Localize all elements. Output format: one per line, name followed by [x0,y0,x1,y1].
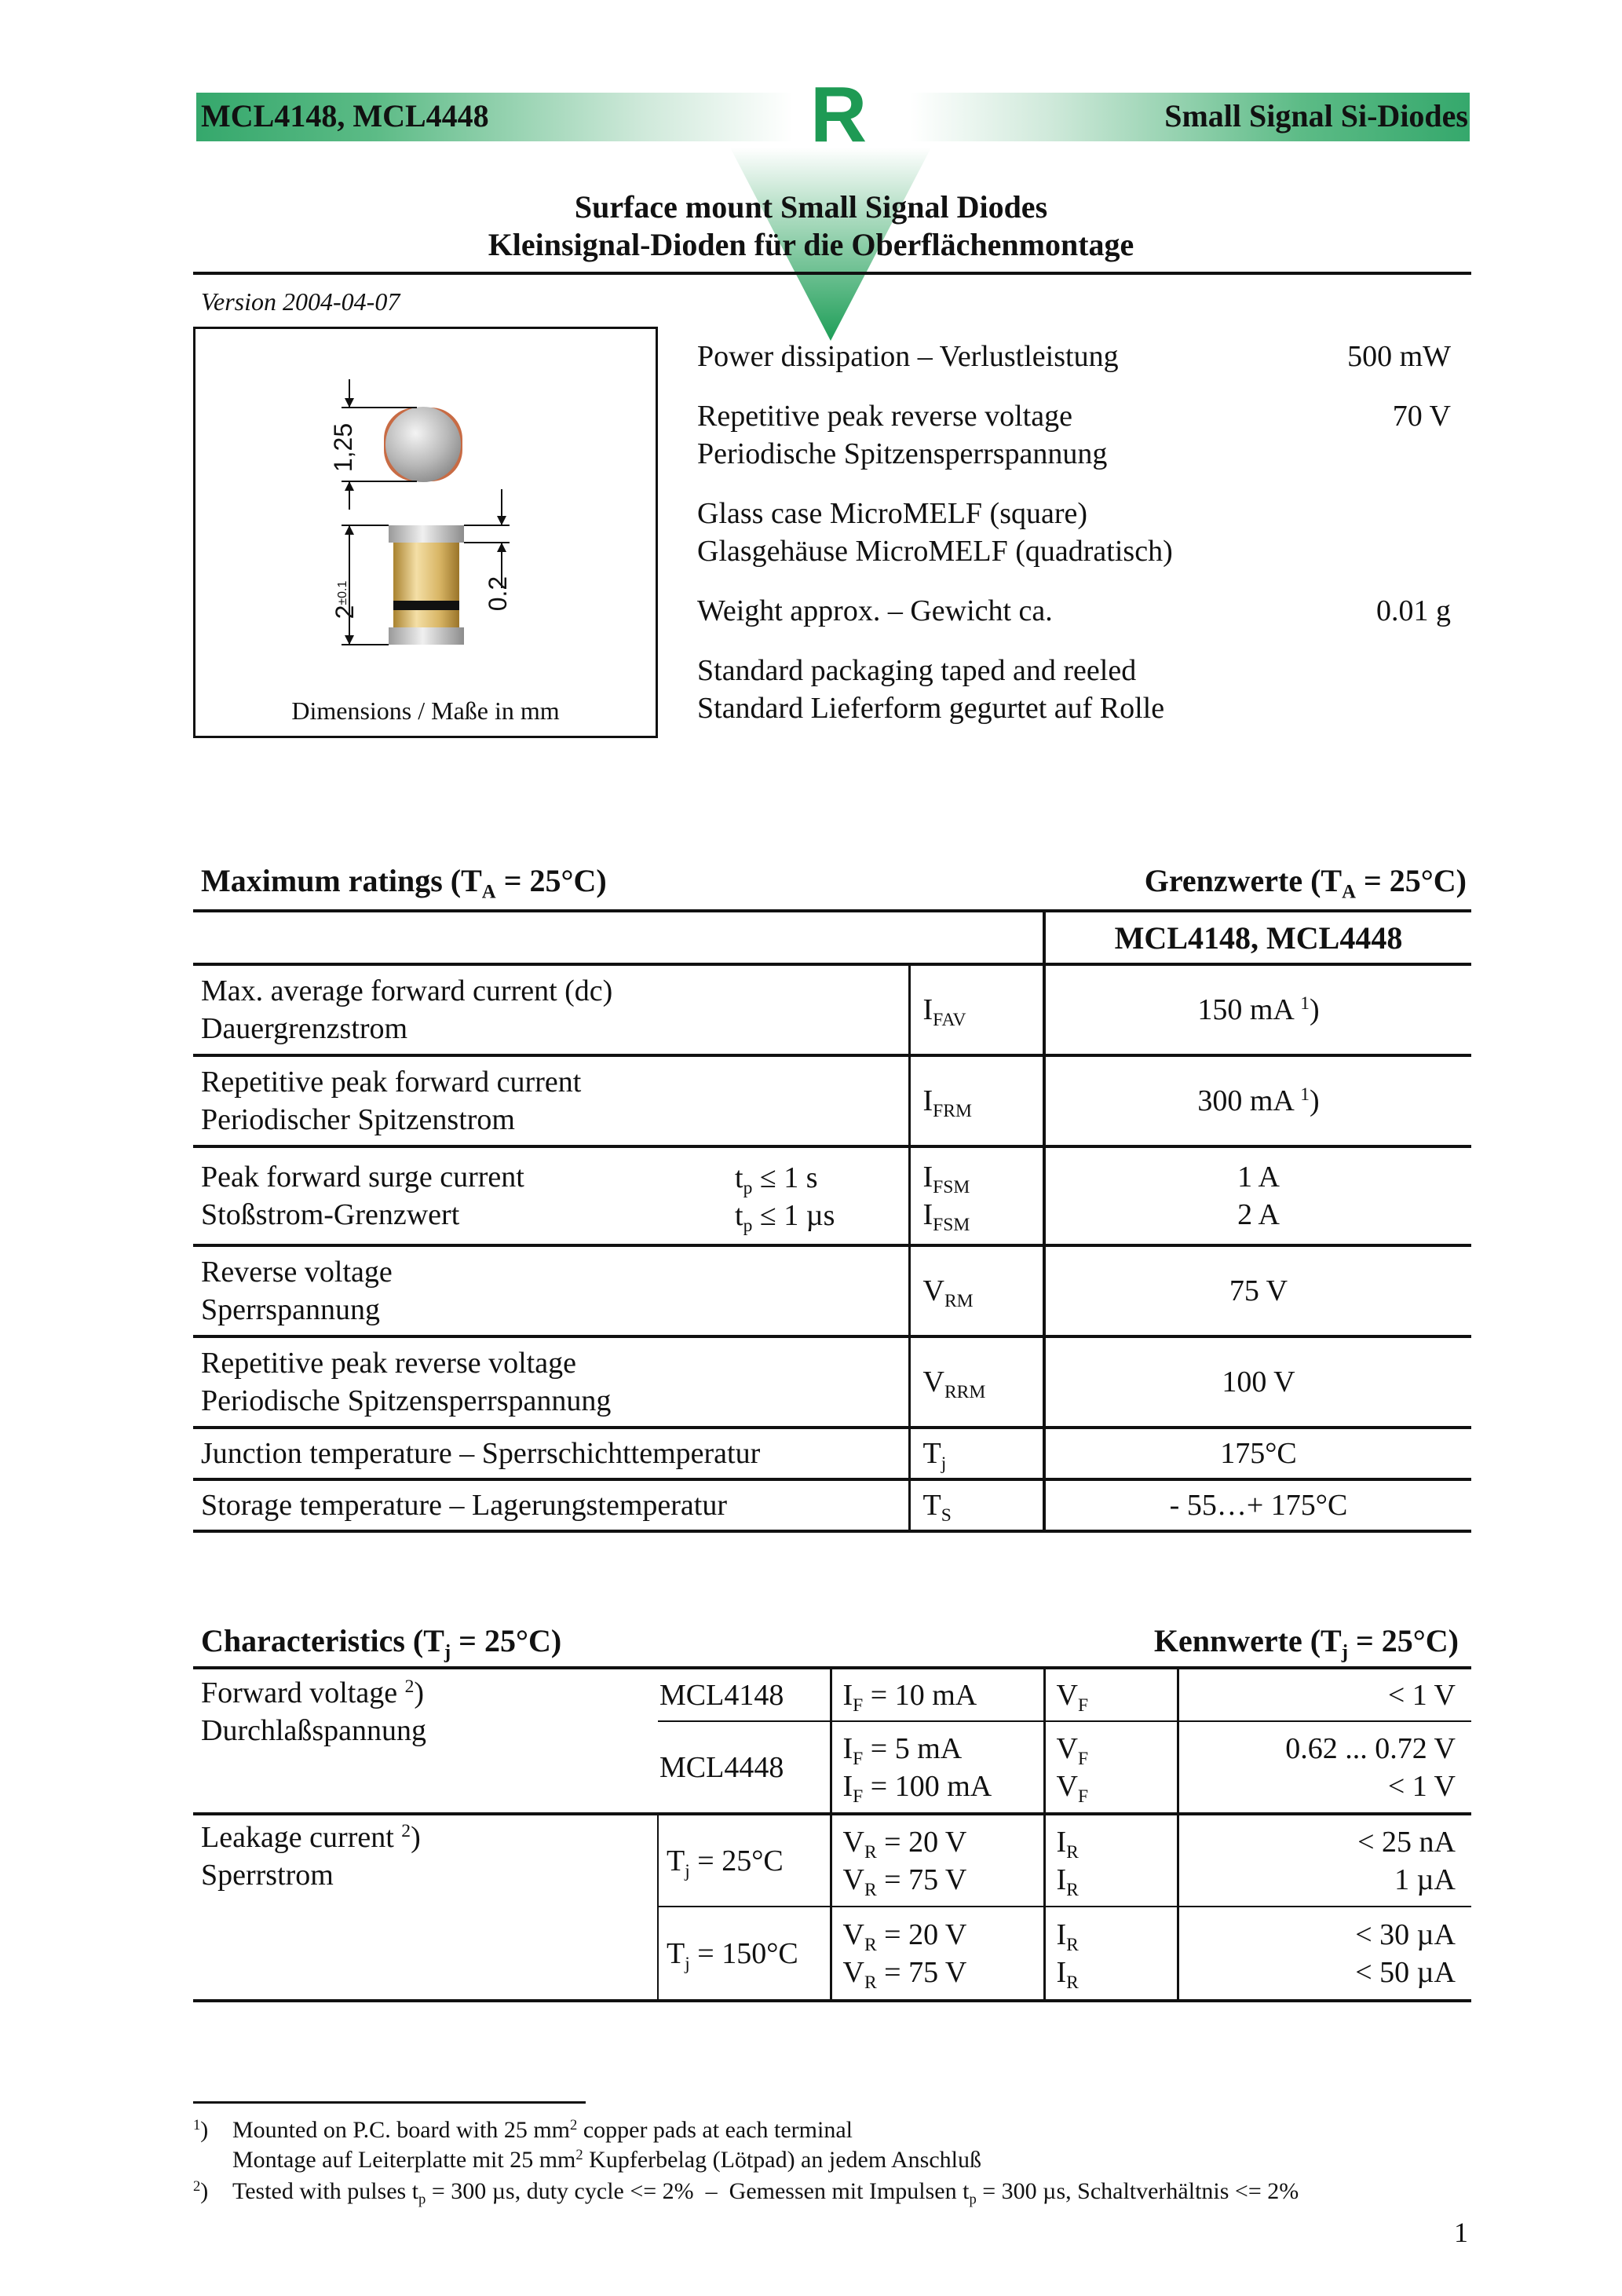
temperature-condition: $T_j = 150^\circ C$ [658,1907,831,2001]
param-en: Storage temperature – Lagerungstemperatur [201,1489,727,1522]
value: 0.62 ... 0.72 V < 1 V [1178,1721,1471,1814]
temperature-condition: $T_j = 25^\circ C$ [658,1814,831,1907]
spec-label: Glass case MicroMELF (square) [697,497,1088,530]
spec-label: Repetitive peak reverse voltage [697,400,1072,433]
rating-value: 1 A 2 A [1044,1146,1471,1245]
max-ratings-title-de: Grenzwerte $(T_A = 25^\circ C)$ [1144,863,1467,903]
test-condition: $I_F = 10$ mA [831,1668,1044,1721]
value: < 1 V [1178,1668,1471,1721]
param-de: Periodische Spitzensperrspannung [201,1384,612,1417]
footnote-2-mark: $^2$) [193,2177,209,2204]
table-row [193,1336,1471,1428]
max-ratings-table [193,909,1471,1533]
table-header-row [193,911,1471,964]
symbol: $V_{RM}$ [909,1245,1044,1336]
param-de: Periodischer Spitzenstrom [201,1103,515,1136]
symbol: $V_{RRM}$ [909,1336,1044,1428]
symbol: $I_{FSM}$ $I_{FSM}$ [909,1146,1044,1245]
rating-value: 75 V [1044,1245,1471,1336]
rating-value: 300 mA $^1$) [1044,1055,1471,1146]
spec-label-de: Periodische Spitzensperrspannung [697,437,1108,470]
header-part-numbers: MCL4148, MCL4448 [201,98,489,133]
table-row [193,1668,1471,1721]
test-condition: $V_R = 20$ V $V_R = 75$ V [831,1907,1044,2001]
characteristics-table [193,1666,1471,2002]
characteristics-title-de: Kennwerte $(T_j = 25^\circ C)$ [1153,1623,1459,1663]
symbol: $T_S$ [909,1479,1044,1531]
param-en: Repetitive peak reverse voltage [201,1347,576,1380]
spec-label: Weight approx. – Gewicht ca. [697,594,1053,627]
symbol: $T_j$ [909,1428,1044,1479]
param-en: Repetitive peak forward current [201,1066,582,1099]
param-en: Reverse voltage [201,1256,393,1289]
param-leakage-current: Leakage current $^2$) Sperrstrom [201,1821,421,1892]
footnote-2: Tested with pulses $t_p = 300$ µs, duty cycle <= 2% – Gemessen mit Impulsen $t_p = 300$ µs, Schaltverhältnis <= 2% [232,2178,1299,2208]
param-en: Max. average forward current (dc) [201,974,613,1007]
param-forward-voltage: Forward voltage $^2$) Durchlaßspannung [201,1676,427,1747]
param-de: Sperrspannung [201,1293,380,1326]
table-row [193,1479,1471,1531]
part-header: MCL4148, MCL4448 [1044,911,1471,964]
rating-value: - 55…+ 175°C [1044,1479,1471,1531]
diode-outline-drawing [195,329,656,675]
symbol: $I_R$ $I_R$ [1044,1814,1178,1907]
footnote-rule [193,2101,586,2104]
condition: $t_p \le 1$ s $t_p \le 1$ µs [735,1161,835,1237]
spec-value: 70 V [1392,400,1451,433]
test-condition: $V_R = 20$ V $V_R = 75$ V [831,1814,1044,1907]
dim-top-label: 1,25 [329,422,357,473]
footnote-1: Mounted on P.C. board with 25 $mm^2$ copper pads at each terminal Montage auf Leiterplatte mit 25 $mm^2$ Kupferbelag (Lötpad) an jedem Anschluß [232,2116,982,2173]
footnote-1-mark: $^1$) [193,2116,209,2143]
table-row [193,1245,1471,1336]
version-label: Version 2004-04-07 [201,287,400,316]
symbol: $I_{FRM}$ [909,1055,1044,1146]
dimension-drawing [193,327,658,738]
symbol: $I_R$ $I_R$ [1044,1907,1178,2001]
table-row [193,1428,1471,1479]
title-german: Kleinsignal-Dioden für die Oberflächenmontage [488,227,1134,262]
company-logo: R [810,71,868,159]
symbol: $I_{FAV}$ [909,964,1044,1055]
spec-value: 0.01 g [1376,594,1451,627]
symbol: $V_F$ [1044,1668,1178,1721]
spec-label: Standard packaging taped and reeled [697,654,1137,687]
table-row [193,964,1471,1055]
spec-label-de: Glasgehäuse MicroMELF (quadratisch) [697,535,1173,568]
rating-value: 175°C [1044,1428,1471,1479]
test-condition: $I_F = 5$ mA $I_F = 100$ mA [831,1721,1044,1814]
part-number: MCL4148 [659,1678,784,1712]
header-product-type: Small Signal Si-Diodes [1164,98,1468,133]
dim-cap-label: 0.2 [484,576,512,612]
part-number: MCL4448 [659,1750,784,1784]
rating-value: 100 V [1044,1336,1471,1428]
drawing-caption: Dimensions / Maße in mm [291,696,560,725]
max-ratings-title: Maximum ratings $(T_A = 25^\circ C)$ [201,863,607,903]
table-row [193,1055,1471,1146]
spec-label: Power dissipation – Verlustleistung [697,340,1119,373]
value: < 30 µA < 50 µA [1178,1907,1471,2001]
dim-side-label: $2^{\pm 0.1}$ [331,580,359,620]
title-english: Surface mount Small Signal Diodes [574,189,1048,225]
page-number: 1 [1454,2217,1468,2248]
spec-value: 500 mW [1347,340,1451,373]
symbol: $V_F$ $V_F$ [1044,1721,1178,1814]
param-en: Junction temperature – Sperrschichttemperatur [201,1437,761,1470]
param-de: Stoßstrom-Grenzwert [201,1198,460,1231]
table-row [193,1146,1471,1245]
title-rule [193,272,1471,275]
param-de: Dauergrenzstrom [201,1012,408,1045]
table-row [193,1814,1471,1907]
characteristics-title: Characteristics $(T_j = 25^\circ C)$ [201,1623,562,1663]
value: < 25 nA 1 µA [1178,1814,1471,1907]
param-en: Peak forward surge current [201,1161,524,1194]
rating-value: 150 mA $^1$) [1044,964,1471,1055]
spec-label-de: Standard Lieferform gegurtet auf Rolle [697,692,1165,725]
